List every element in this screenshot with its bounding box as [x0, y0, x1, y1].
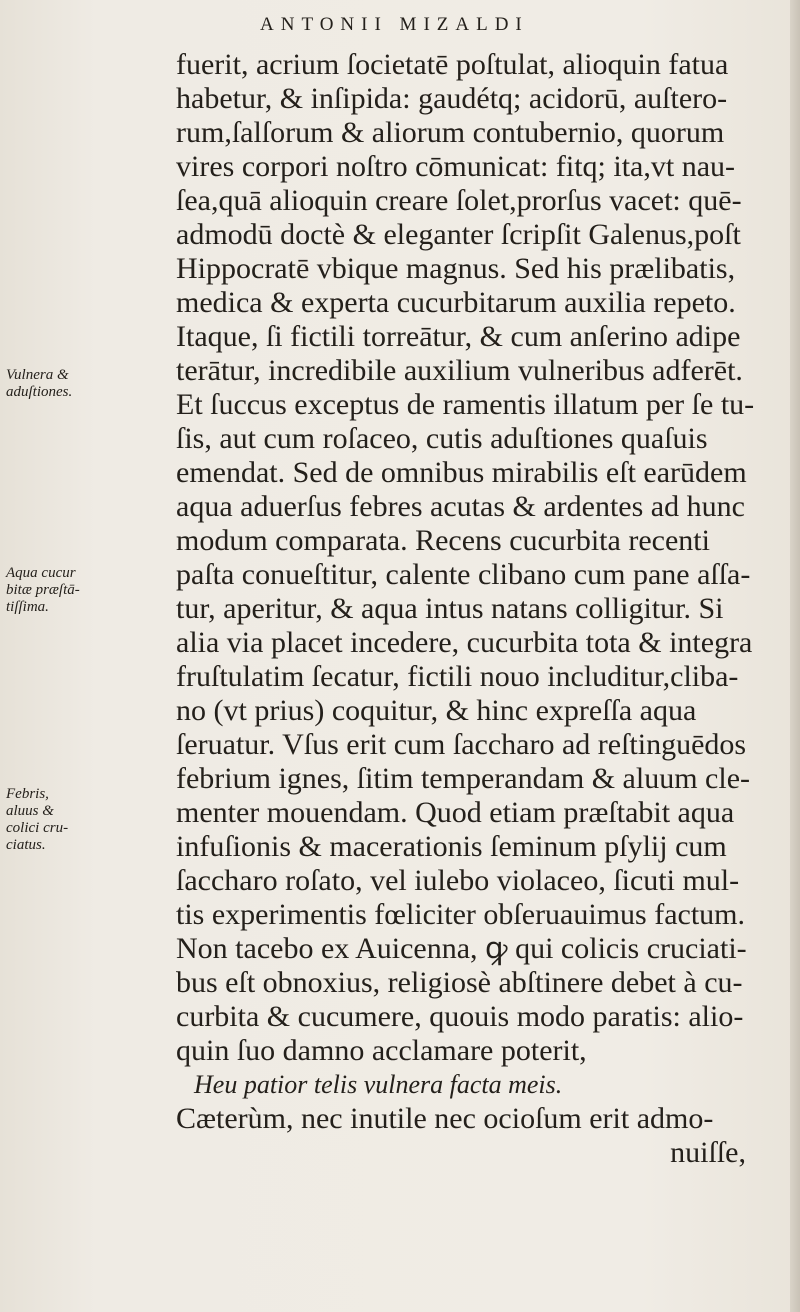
text-line: vires corpori noſtro cōmunicat: fitq; ita,vt nau- — [176, 150, 736, 183]
marginal-note-line: colici cru- — [6, 820, 69, 836]
text-line: bus eſt obnoxius, religiosè abſtinere debet à cu- — [176, 966, 743, 999]
text-line: curbita & cucumere, quouis modo paratis: alio- — [176, 1000, 744, 1033]
text-line: ſaccharo roſato, vel iulebo violaceo, ſicuti mul- — [176, 864, 740, 897]
text-line: medica & experta cucurbitarum auxilia repeto. — [176, 286, 736, 319]
text-line: Non tacebo ex Auicenna, ꝙ qui colicis cruciati- — [176, 932, 747, 965]
text-line: paſta conueſtitur, calente clibano cum pane aſſa- — [176, 558, 751, 591]
text-line: Et ſuccus exceptus de ramentis illatum per ſe tu- — [176, 388, 755, 421]
page-edge — [790, 0, 800, 1312]
text-line: fruſtulatim ſecatur, fictili nouo includitur,cliba- — [176, 660, 739, 693]
text-line: no (vt prius) coquitur, & hinc expreſſa aqua — [176, 694, 697, 727]
body-text — [176, 48, 786, 1170]
text-line: quin ſuo damno acclamare poterit, — [176, 1034, 587, 1067]
text-line: febrium ignes, ſitim temperandam & aluum cle- — [176, 762, 750, 795]
text-line: Hippocratē vbique magnus. Sed his prælibatis, — [176, 252, 736, 285]
text-line: fuerit, acrium ſocietatē poſtulat, alioquin fatua — [176, 48, 729, 81]
text-line: alia via placet incedere, cucurbita tota & integra — [176, 626, 753, 659]
text-line: tur, aperitur, & aqua intus natans colligitur. Si — [176, 592, 724, 625]
text-line: admodū doctè & eleganter ſcripſit Galenus,poſt — [176, 218, 741, 251]
text-line: aqua aduerſus febres acutas & ardentes ad hunc — [176, 490, 745, 523]
marginal-note-line: tiſſima. — [6, 599, 49, 615]
marginal-note-line: Febris, — [6, 786, 49, 802]
marginal-note-vulnera — [6, 367, 126, 401]
text-line: rum,ſalſorum & aliorum contubernio, quorum — [176, 116, 725, 149]
marginal-note-febris — [6, 786, 126, 854]
marginal-note-line: bitæ præſtā- — [6, 582, 80, 598]
text-line: Cæterùm, nec inutile nec ocioſum erit admo- — [176, 1102, 714, 1135]
text-line: terātur, incredibile auxilium vulneribus adferēt. — [176, 354, 743, 387]
marginal-note-line: Vulnera & — [6, 367, 69, 383]
text-line: habetur, & inſipida: gaudétq; acidorū, auſtero- — [176, 82, 728, 115]
text-line: menter mouendam. Quod etiam præſtabit aqua — [176, 796, 735, 829]
marginal-note-line: Aqua cucur — [6, 565, 76, 581]
running-head: ANTONII MIZALDI — [260, 14, 529, 35]
text-line: emendat. Sed de omnibus mirabilis eſt earūdem — [176, 456, 747, 489]
text-line: ſeruatur. Vſus erit cum ſaccharo ad reſtinguēdos — [176, 728, 747, 761]
marginal-note-aqua-cucurbitae — [6, 565, 126, 616]
text-line: infuſionis & macerationis ſeminum pſylij cum — [176, 830, 727, 863]
text-line: ſea,quā alioquin creare ſolet,prorſus vacet: quē- — [176, 184, 742, 217]
text-line: Itaque, ſi fictili torreātur, & cum anſerino adipe — [176, 320, 741, 353]
marginal-note-line: ciatus. — [6, 837, 46, 853]
marginal-note-line: aluus & — [6, 803, 54, 819]
text-line: ſis, aut cum roſaceo, cutis aduſtiones quaſuis — [176, 422, 708, 455]
verse-quotation: Heu patior telis vulnera facta meis. — [194, 1070, 563, 1099]
marginal-note-line: aduſtiones. — [6, 384, 73, 400]
text-line: modum comparata. Recens cucurbita recenti — [176, 524, 710, 557]
catchword: nuiſſe, — [670, 1136, 746, 1169]
text-line: tis experimentis fœliciter obſeruauimus factum. — [176, 898, 746, 931]
